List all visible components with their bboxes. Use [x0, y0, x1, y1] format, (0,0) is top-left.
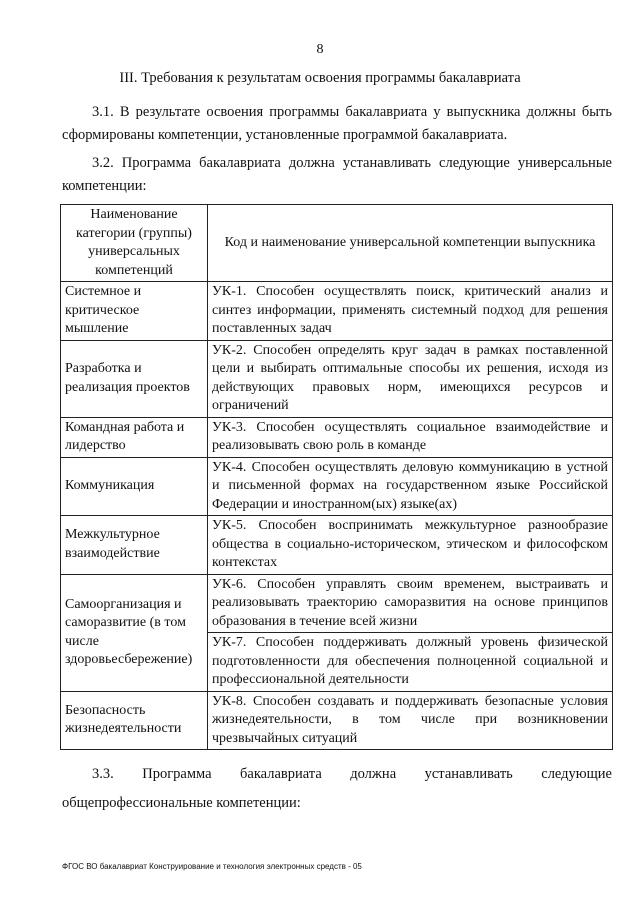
- competence-cell: УК-5. Способен воспринимать межкультурное разнообразие общества в социально-историческом, этическом и философском контекстах: [208, 516, 613, 575]
- page-footer: ФГОС ВО бакалавриат Конструирование и технология электронных средств - 05: [62, 862, 362, 871]
- header-competence: Код и наименование универсальной компетенции выпускника: [208, 205, 613, 282]
- competence-cell: УК-7. Способен поддерживать должный уровень физической подготовленности для обеспечения полноценной социальной и профессиональной деятельности: [208, 633, 613, 692]
- table-row: [61, 340, 613, 417]
- header-category: Наименование категории (группы) универсальных компетенций: [61, 205, 208, 282]
- category-cell: Коммуникация: [61, 457, 208, 516]
- category-cell: Самоорганизация и саморазвитие (в том числе здоровьесбережение): [61, 574, 208, 691]
- category-cell: Безопасность жизнедеятельности: [61, 691, 208, 750]
- table-row: [61, 417, 613, 457]
- table-row: [61, 516, 613, 575]
- category-cell: Системное и критическое мышление: [61, 282, 208, 341]
- paragraph-3-1: 3.1. В результате освоения программы бакалавриата у выпускника должны быть сформированы компетенции, установленные программой бакалавриата.: [62, 104, 612, 143]
- category-cell: Разработка и реализация проектов: [61, 340, 208, 417]
- competence-cell: УК-3. Способен осуществлять социальное взаимодействие и реализовывать свою роль в команде: [208, 417, 613, 457]
- paragraph-3-3: [62, 760, 612, 818]
- section-heading: III. Требования к результатам освоения программы бакалавриата: [119, 70, 521, 86]
- table-row: [61, 457, 613, 516]
- competence-cell: УК-1. Способен осуществлять поиск, критический анализ и синтез информации, применять системный подход для решения поставленных задач: [208, 282, 613, 341]
- competencies-table: [60, 204, 613, 750]
- category-cell: Межкультурное взаимодействие: [61, 516, 208, 575]
- table-header-row: [61, 205, 613, 282]
- page-number: 8: [316, 42, 324, 57]
- competence-cell: УК-8. Способен создавать и поддерживать безопасные условия жизнедеятельности, в том числе при возникновении чрезвычайных ситуаций: [208, 691, 613, 750]
- paragraph-3-3-line2: общепрофессиональные компетенции:: [62, 795, 301, 811]
- competence-cell: УК-4. Способен осуществлять деловую коммуникацию в устной и письменной формах на государственном языке Российской Федерации и иностранном(ых) языке(ах): [208, 457, 613, 516]
- table-row: [61, 282, 613, 341]
- competence-cell: УК-2. Способен определять круг задач в рамках поставленной цели и выбирать оптимальные способы их решения, исходя из действующих правовых норм, имеющихся ресурсов и ограничений: [208, 340, 613, 417]
- paragraph-3-2: 3.2. Программа бакалавриата должна устанавливать следующие универсальные компетенции:: [62, 155, 612, 194]
- competence-cell: УК-6. Способен управлять своим временем, выстраивать и реализовывать траекторию саморазвития на основе принципов образования в течение всей жизни: [208, 574, 613, 633]
- paragraph-3-3-line1: 3.3. Программа бакалавриата должна устанавливать следующие: [92, 766, 612, 782]
- table-row: [61, 574, 613, 633]
- category-cell: Командная работа и лидерство: [61, 417, 208, 457]
- table-row: [61, 691, 613, 750]
